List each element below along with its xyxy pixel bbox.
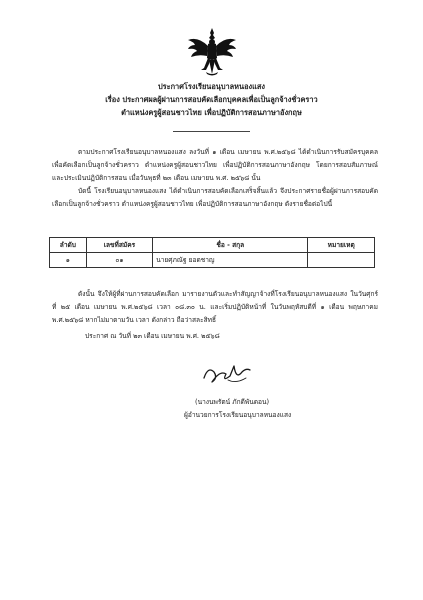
announcement-position: ตำแหน่งครูผู้สอนชาวไทย เพื่อปฏิบัติการสอนภาษาอังกฤษ xyxy=(121,108,302,117)
garuda-emblem-icon xyxy=(186,26,238,78)
table-header-row xyxy=(50,238,375,253)
announcement-title: ประกาศโรงเรียนอนุบาลหนองแสง xyxy=(157,82,266,91)
announcement-subject: เรื่อง ประกาศผลผู้ผ่านการสอบคัดเลือกบุคคลเพื่อเป็นลูกจ้างชั่วคราว xyxy=(105,95,318,104)
column-header-application-no: เลขที่สมัคร xyxy=(86,238,152,253)
paragraph-background: ตามประกาศโรงเรียนอนุบาลหนองแสง ลงวันที่ ๑ เดือน เมษายน พ.ศ.๒๕๖๘ ได้ดำเนินการรับสมัครบุคคลเพื่อคัดเลือกเป็นลูกจ้างชั่วคราว ตำแหน่งครูผู้สอนชาวไทย เพื่อปฏิบัติการสอนภาษาอังกฤษ โดยการสอบสัมภาษณ์ และประเมินปฏิบัติการสอน เมื่อวันพุธที่ ๒๓ เดือน เมษายน พ.ศ. ๒๕๖๘ นั้น xyxy=(52,148,378,182)
announcement-date: ประกาศ ณ วันที่ ๒๓ เดือน เมษายน พ.ศ. ๒๕๖๘ xyxy=(85,332,220,340)
paragraph-announcement: บัดนี้ โรงเรียนอนุบาลหนองแสง ได้ดำเนินการสอบคัดเลือกเสร็จสิ้นแล้ว จึงประกาศรายชื่อผู้ผ่านการสอบคัดเลือกเป็นลูกจ้างชั่วคราว ตำแหน่งครูผู้สอนชาวไทย เพื่อปฏิบัติการสอนภาษาอังกฤษ ดังรายชื่อต่อไปนี้ xyxy=(52,187,378,208)
column-header-name: ชื่อ - สกุล xyxy=(153,238,308,253)
divider xyxy=(173,131,250,132)
handwritten-signature xyxy=(200,358,254,388)
paragraph-instructions: ดังนั้น จึงให้ผู้ที่ผ่านการสอบคัดเลือก มารายงานตัวและทำสัญญาจ้างที่โรงเรียนอนุบาลหนองแสง ในวันศุกร์ที่ ๒๕ เดือน เมษายน พ.ศ.๒๕๖๘ เวลา ๐๘.๓๐ น. และเริ่มปฏิบัติหน้าที่ ในวันพฤหัสบดีที่ ๑ เดือน พฤษภาคม พ.ศ.๒๕๖๘ หากไม่มาตามวัน เวลา ดังกล่าว ถือว่าสละสิทธิ์ xyxy=(52,290,378,324)
cell-name: นายศุภณัฐ ยอดชาญ xyxy=(153,253,308,268)
cell-application-no: ๐๑ xyxy=(86,253,152,268)
column-header-order: ลำดับ xyxy=(50,238,87,253)
column-header-remark: หมายเหตุ xyxy=(308,238,375,253)
cell-order: ๑ xyxy=(50,253,87,268)
table-row xyxy=(50,253,375,268)
signatory-name: (นางนพรัตน์ ภักดีพันดอน) xyxy=(195,398,270,406)
cell-remark xyxy=(308,253,375,268)
results-table xyxy=(49,237,375,268)
signatory-title: ผู้อำนวยการโรงเรียนอนุบาลหนองแสง xyxy=(184,411,292,419)
